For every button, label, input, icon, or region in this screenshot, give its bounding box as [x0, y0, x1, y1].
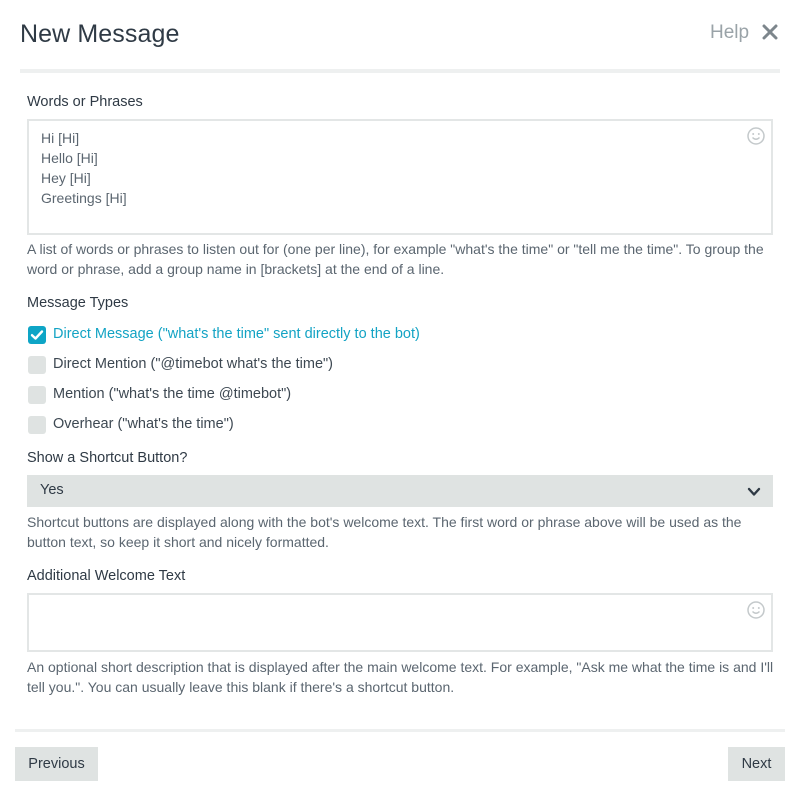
shortcut-label: Show a Shortcut Button? [27, 450, 188, 466]
shortcut-help-text: Shortcut buttons are displayed along with the bot's welcome text. The first word or phrase above will be used as the button text, so keep it short and nicely formatted. [27, 514, 742, 550]
close-icon[interactable] [760, 22, 780, 42]
checkbox-direct-message[interactable] [27, 325, 627, 345]
emoji-icon[interactable] [747, 127, 765, 145]
welcome-textarea[interactable] [27, 593, 773, 652]
checkbox-mention[interactable] [27, 385, 627, 405]
footer-divider [15, 729, 785, 732]
checkbox-box[interactable] [28, 416, 46, 434]
checkbox-label: Mention ("what's the time @timebot") [53, 386, 292, 402]
welcome-help-text: An optional short description that is displayed after the main welcome text. For example, "Ask me what the time is and I'll tell you.". You can usually leave this blank if there's a shortcut button. [27, 659, 774, 695]
checkbox-label: Direct Message ("what's the time" sent directly to the bot) [53, 326, 420, 342]
message-types-label: Message Types [27, 295, 129, 311]
chevron-down-icon [747, 485, 761, 497]
words-textarea[interactable] [27, 119, 773, 235]
words-help-text: A list of words or phrases to listen out for (one per line), for example "what's the time" or "tell me the time". To group the word or phrase, add a group name in [brackets] at the end of a line. [27, 241, 764, 277]
welcome-label: Additional Welcome Text [27, 568, 186, 584]
emoji-icon[interactable] [747, 601, 765, 619]
words-textarea-content: Hi [Hi] Hello [Hi] Hey [Hi] Greetings [Hi] [41, 130, 127, 206]
checkbox-box[interactable] [28, 386, 46, 404]
checkbox-box[interactable] [28, 356, 46, 374]
previous-button[interactable]: Previous [15, 747, 98, 781]
checkbox-overhear[interactable] [27, 415, 627, 435]
check-icon [28, 326, 46, 344]
shortcut-select[interactable] [27, 475, 773, 507]
checkbox-label: Overhear ("what's the time") [53, 416, 234, 432]
help-link[interactable]: Help [710, 22, 750, 43]
header-divider [20, 69, 780, 73]
dialog-header [0, 0, 796, 70]
checkbox-label: Direct Mention ("@timebot what's the time") [53, 356, 334, 372]
shortcut-select-value: Yes [40, 482, 64, 498]
next-button[interactable]: Next [728, 747, 785, 781]
checkbox-direct-mention[interactable] [27, 355, 627, 375]
checkbox-box[interactable] [28, 326, 46, 344]
dialog-title: New Message [20, 20, 180, 48]
words-label: Words or Phrases [27, 94, 143, 110]
